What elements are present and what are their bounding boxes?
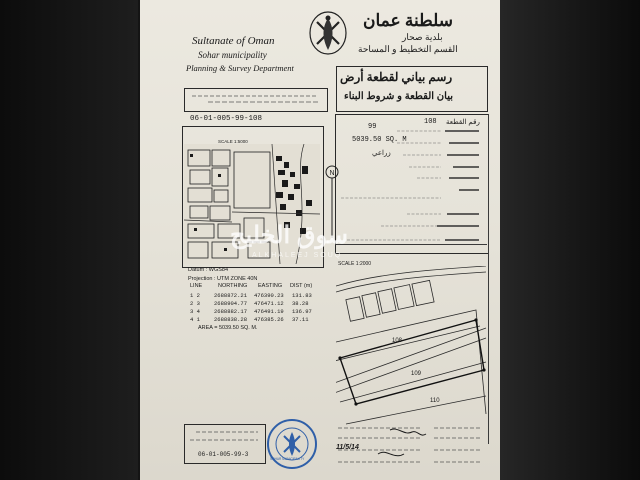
coord-area-line: AREA = 5039.50 SQ. M. [198,325,258,331]
block-number-value: 99 [368,123,377,131]
watermark-latin: ALKHALEEJ SOUQ [252,252,343,259]
plot-108-label: 108 [392,338,403,344]
dark-background-left [0,0,138,480]
coord-row-3-easting: 476491.19 [254,308,284,315]
coord-row-4-easting: 476385.26 [254,316,284,323]
main-scale: SCALE 1:2000 [338,261,372,267]
plot-point-markers [336,266,496,426]
coord-row-1-dist: 131.83 [292,292,312,299]
plot-info-rows [337,128,485,250]
watermark-arabic: سوق الخليج [230,222,348,249]
frame-right-line [488,114,489,444]
datum-text: Datum : WGS84 [188,267,229,273]
title-line-2: بيان القطعة و شروط البناء [344,91,453,102]
coord-header-northing: NORTHING [218,283,248,289]
title-line-1: رسم بياني لقطعة أرض [340,70,453,84]
coord-row-4-line: 4 1 [190,316,200,323]
plot-info-divider [335,244,487,245]
coord-header-easting: EASTING [258,283,283,289]
header-ar-municipality: بلدية صحار [402,32,443,42]
handwritten-date: 11/5/14 [336,444,359,451]
header-ar-title: سلطنة عمان [363,11,453,30]
coord-row-1-easting: 476390.23 [254,292,284,299]
footer-left-lines [186,428,262,446]
oman-emblem-icon [308,10,348,56]
coord-row-1-northing: 2688872.21 [214,292,248,299]
notice-text-lines [188,92,322,106]
seal-text: SOHAR MUNICIPALITY [270,457,305,461]
coord-row-1-line: 1 2 [190,292,200,299]
location-code: 06-01-005-99-108 [190,115,263,123]
footer-ref-code: 06-01-005-99-3 [198,451,249,458]
coord-row-2-northing: 2688904.77 [214,300,248,307]
plot-110-label: 110 [430,398,440,404]
header-en-municipality: Sohar municipality [198,50,267,60]
area-value: 5039.50 SQ. M [352,136,407,144]
coord-header-line: LINE [190,283,203,289]
plot-number-value: 108 [424,118,437,126]
header-en-title: Sultanate of Oman [192,35,275,47]
header-ar-department: القسم التخطيط و المساحة [358,44,458,54]
key-map-scale: SCALE 1:5000 [218,139,248,144]
land-use-value: زراعي [372,150,391,157]
plot-109-label: 109 [411,371,422,377]
svg-text:N: N [329,170,335,177]
document-paper [140,0,500,480]
coord-row-2-easting: 476471.12 [254,300,284,307]
coord-header-dist: DIST (m) [290,283,313,289]
plot-number-label: رقم القطعة [446,119,480,126]
dark-background-right [500,0,640,480]
coord-row-2-dist: 38.28 [292,300,309,307]
coord-row-2-line: 2 3 [190,300,200,307]
municipality-seal-icon [266,418,318,470]
coord-row-3-northing: 2688882.17 [214,308,248,315]
coord-row-3-dist: 136.97 [292,308,312,315]
coord-row-4-northing: 2688838.28 [214,316,248,323]
coord-row-3-line: 3 4 [190,308,200,315]
coord-row-4-dist: 37.11 [292,316,309,323]
projection-text: Projection : UTM ZONE 40N [188,276,258,282]
header-en-department: Planning & Survey Department [186,63,294,73]
